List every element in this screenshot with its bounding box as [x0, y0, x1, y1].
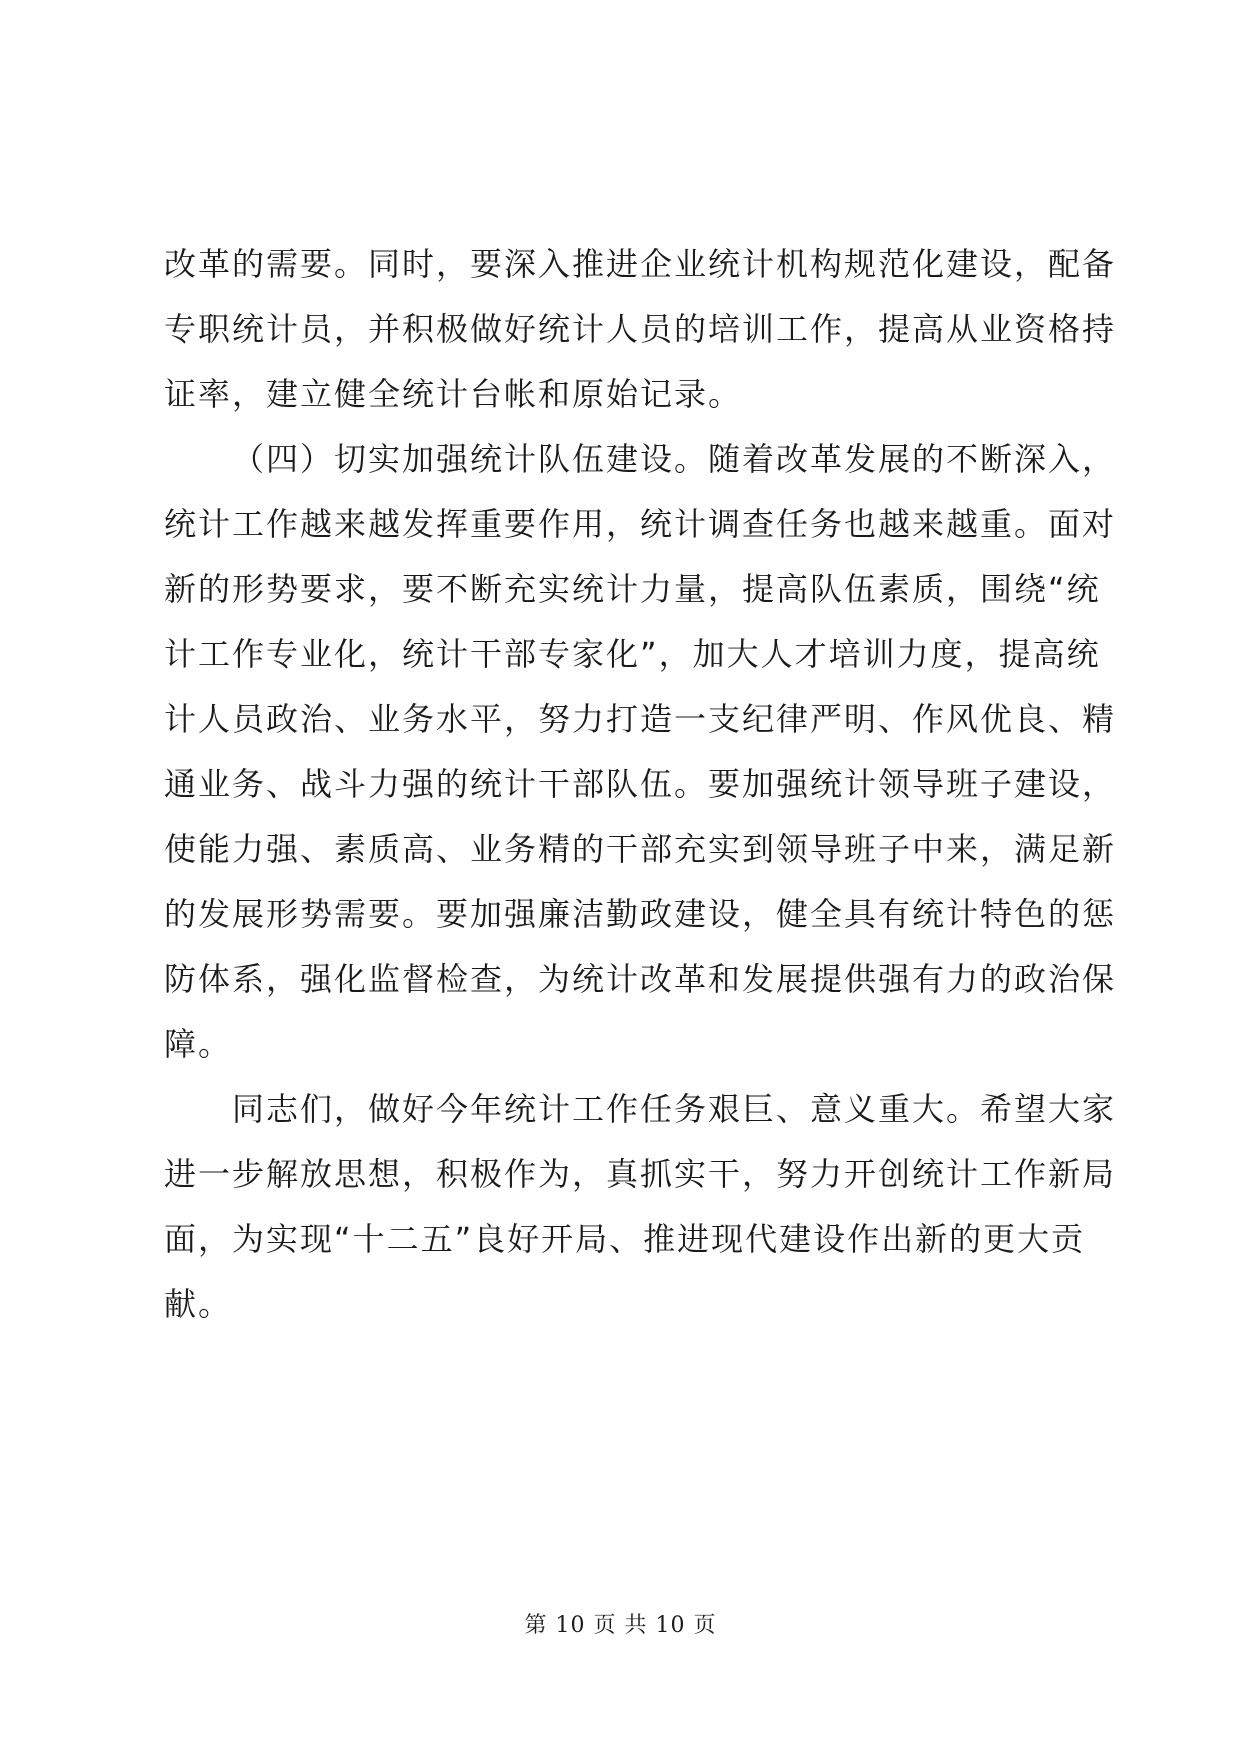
body-text	[164, 232, 1117, 1337]
text-line: 防体系，强化监督检查，为统计改革和发展提供强有力的政治保	[164, 960, 1117, 998]
text-line: 通业务、战斗力强的统计干部队伍。要加强统计领导班子建设，	[164, 765, 1117, 803]
text-line: 进一步解放思想，积极作为，真抓实干，努力开创统计工作新局	[164, 1155, 1117, 1193]
text-line: 改革的需要。同时，要深入推进企业统计机构规范化建设，配备	[164, 245, 1117, 283]
text-line: 专职统计员，并积极做好统计人员的培训工作，提高从业资格持	[164, 310, 1117, 348]
text-line: 证率，建立健全统计台帐和原始记录。	[164, 375, 743, 413]
text-line: 面，为实现“十二五”良好开局、推进现代建设作出新的更大贡	[164, 1220, 1086, 1258]
text-line: （四）切实加强统计队伍建设。随着改革发展的不断深入，	[232, 440, 1117, 478]
text-line: 障。	[164, 1025, 233, 1063]
text-line: 计工作专业化，统计干部专家化”，加大人才培训力度，提高统	[164, 635, 1101, 673]
text-line: 的发展形势需要。要加强廉洁勤政建设，健全具有统计特色的惩	[164, 895, 1117, 933]
text-line: 献。	[164, 1285, 233, 1323]
text-line: 统计工作越来越发挥重要作用，统计调查任务也越来越重。面对	[164, 505, 1117, 543]
text-line: 使能力强、素质高、业务精的干部充实到领导班子中来，满足新	[164, 830, 1117, 868]
page-footer: 第 10 页 共 10 页	[524, 1613, 717, 1638]
text-line: 新的形势要求，要不断充实统计力量，提高队伍素质，围绕“统	[164, 570, 1101, 608]
text-line: 计人员政治、业务水平，努力打造一支纪律严明、作风优良、精	[164, 700, 1117, 738]
text-line: 同志们，做好今年统计工作任务艰巨、意义重大。希望大家	[232, 1090, 1117, 1128]
